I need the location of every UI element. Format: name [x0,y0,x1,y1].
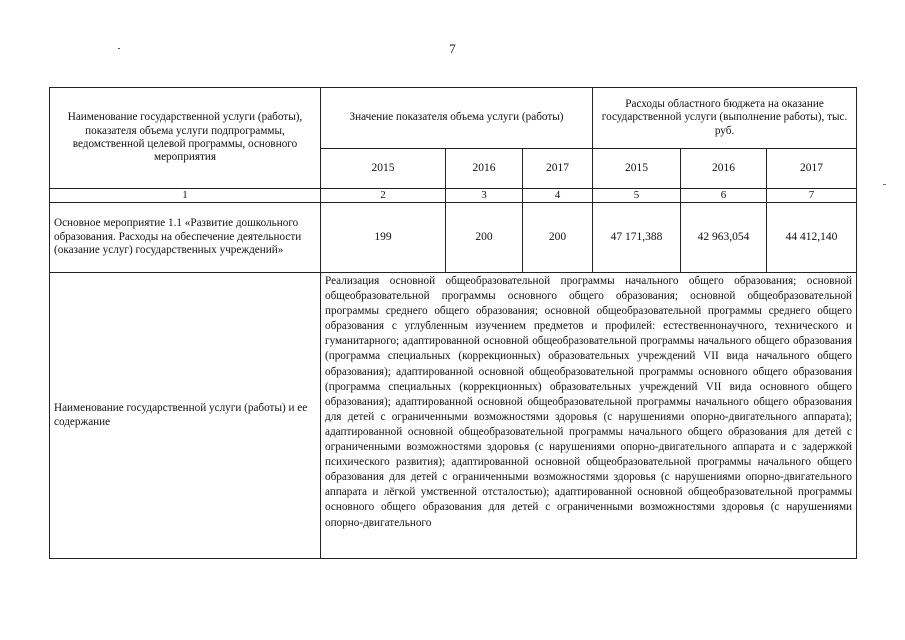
column-index-row [50,189,857,203]
column-index: 7 [767,189,857,203]
year-cell: 2015 [593,149,681,189]
column-index: 2 [321,189,446,203]
year-cell: 2017 [523,149,593,189]
column-index: 1 [50,189,321,203]
volume-value: 199 [321,203,446,273]
table-row [50,203,857,273]
service-label: Наименование государственной услуги (работы) и ее содержание [50,273,321,559]
volume-value: 200 [446,203,523,273]
services-table [49,87,857,559]
activity-name: Основное мероприятие 1.1 «Развитие дошкольного образования. Расходы на обеспечение деятельности (оказание услуг) государственных учреждений» [50,203,321,273]
year-cell: 2016 [681,149,767,189]
scan-speck [883,184,886,185]
year-cell: 2017 [767,149,857,189]
table-row [50,273,857,559]
year-cell: 2016 [446,149,523,189]
header-row [50,88,857,149]
volume-value: 200 [523,203,593,273]
budget-value: 42 963,054 [681,203,767,273]
budget-value: 47 171,388 [593,203,681,273]
column-index: 4 [523,189,593,203]
year-cell: 2015 [321,149,446,189]
header-name-column: Наименование государственной услуги (работы), показателя объема услуги подпрограммы, ведомственной целевой программы, основного мероприятия [50,88,321,189]
column-index: 3 [446,189,523,203]
service-content-cell [321,273,857,559]
service-content: Реализация основной общеобразовательной программы начального общего образования; основной общеобразовательной программы основного общего образования; основной общеобразовательной программы среднего общего образования; основной общеобразовательной программы среднего общего образования с углубленным изучением предметов и профилей: естественнонаучного, технического и гуманитарного; адаптированной основной общеобразовательной программы начального общего образования (программа специальных (коррекционных) образовательных учреждений VII вида начального общего образования); адаптированной основной общеобразовательной программы основного общего образования (программа специальных (коррекционных) образовательных учреждений VII вида основного общего образования); адаптированной основной общеобразовательной программы начального общего образования для детей с ограниченными возможностями здоровья (с нарушениями опорно-двигательного аппарата); адаптированной основной общеобразовательной программы начального общего образования для детей с ограниченными возможностями здоровья (с нарушениями опорно-двигательного аппарата и с задержкой психического развития); адаптированной основной общеобразовательной программы начального общего образования для детей с ограниченными возможностями здоровья (с нарушениями опорно-двигательного аппарата и лёгкой умственной отсталостью); адаптированной основной общеобразовательной программы основного общего образования для детей с ограниченными возможностями здоровья (с нарушениями опорно-двигательного [325,275,853,529]
header-budget-column: Расходы областного бюджета на оказание государственной услуги (выполнение работы), тыс. руб. [593,88,857,149]
budget-value: 44 412,140 [767,203,857,273]
column-index: 6 [681,189,767,203]
page-number: 7 [449,41,456,56]
header-volume-column: Значение показателя объема услуги (работы) [321,88,593,149]
column-index: 5 [593,189,681,203]
